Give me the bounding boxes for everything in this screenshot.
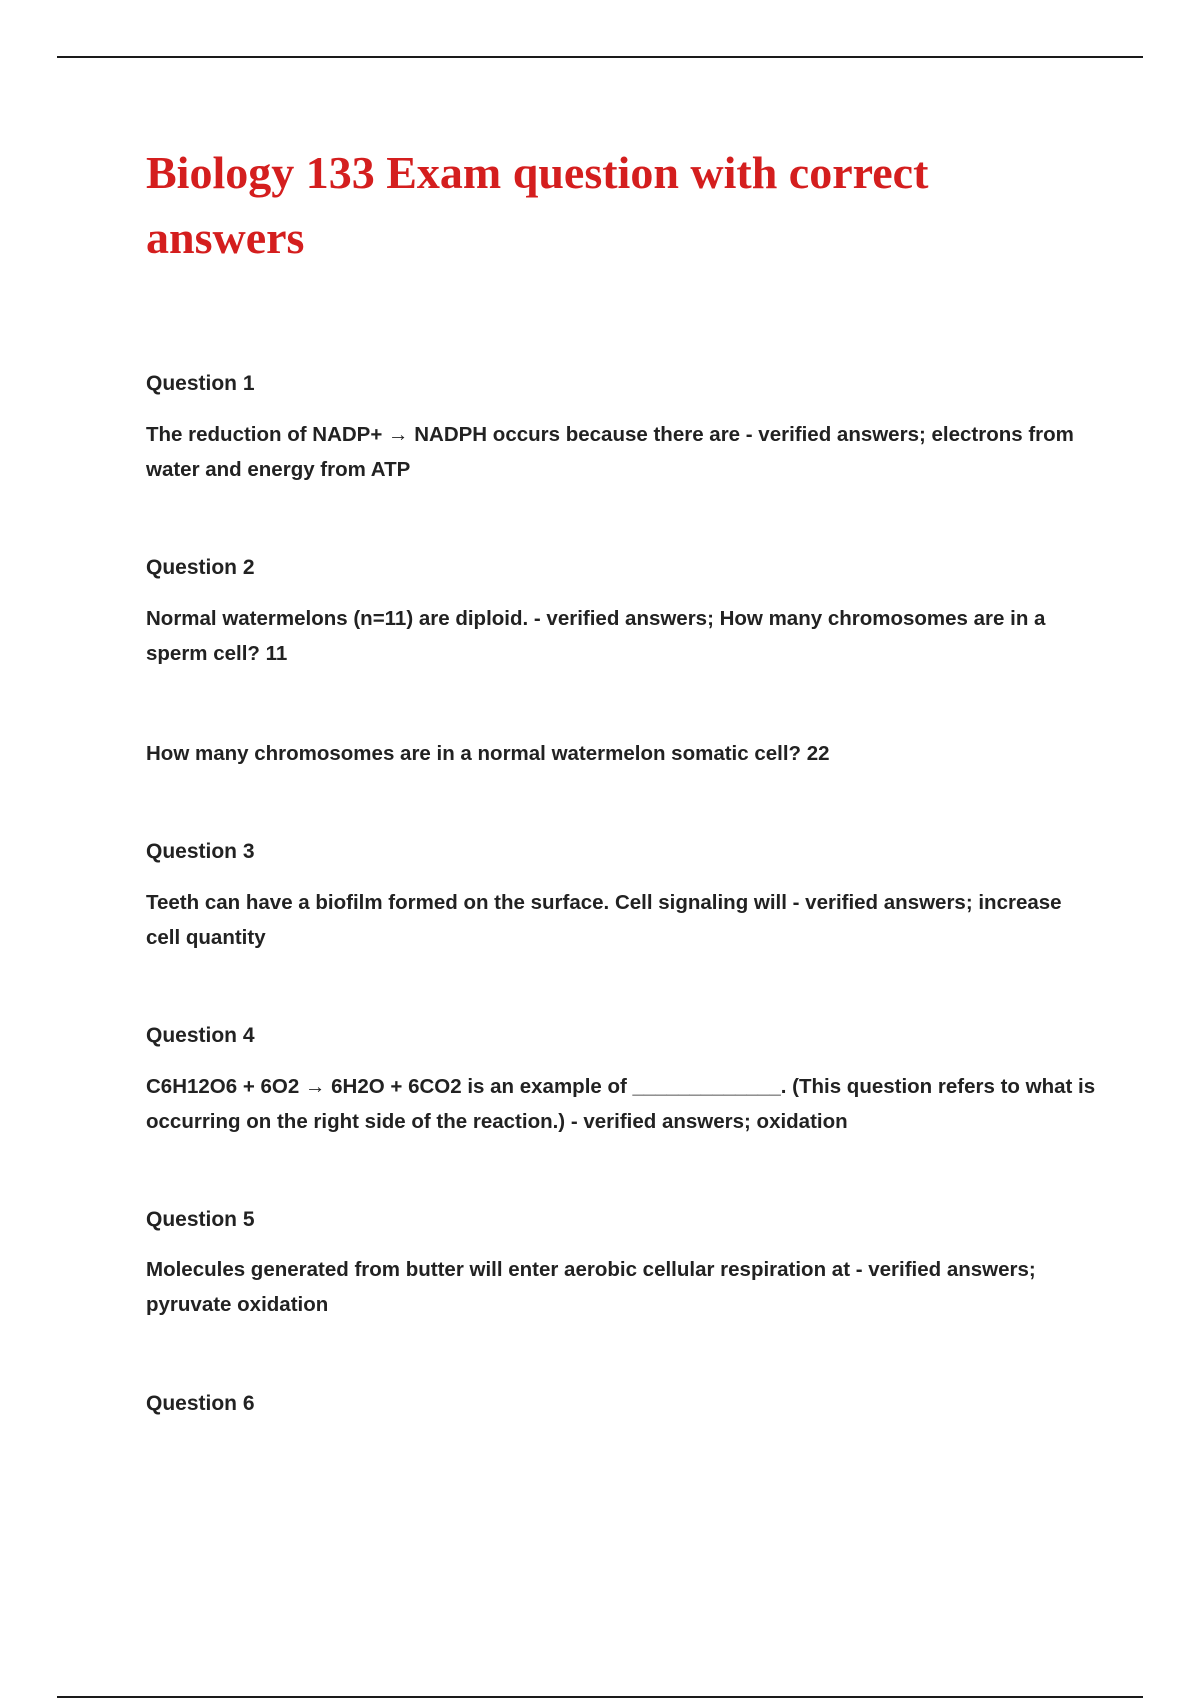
question-5-heading: Question 5 <box>146 1208 255 1231</box>
question-4-text: C6H12O6 + 6O2 → 6H2O + 6CO2 is an example of _____________. (This question refers to what is occurring on the right side of the reaction.) - verified answers; oxidation <box>146 1075 1096 1133</box>
question-3-heading: Question 3 <box>146 840 255 863</box>
question-1-text: The reduction of NADP+ → NADPH occurs because there are - verified answers; electrons from water and energy from ATP <box>146 423 1074 481</box>
footer-rule <box>57 1696 1143 1698</box>
question-6-heading: Question 6 <box>146 1392 255 1415</box>
question-5-text: Molecules generated from butter will enter aerobic cellular respiration at - verified answers; pyruvate oxidation <box>146 1258 1036 1316</box>
header-rule <box>57 56 1143 58</box>
question-4-heading: Question 4 <box>146 1024 255 1047</box>
question-3-text: Teeth can have a biofilm formed on the surface. Cell signaling will - verified answers; increase cell quantity <box>146 891 1062 949</box>
question-2-heading: Question 2 <box>146 556 255 579</box>
question-2-followup-text: How many chromosomes are in a normal watermelon somatic cell? 22 <box>146 742 830 765</box>
question-2-text: Normal watermelons (n=11) are diploid. - verified answers; How many chromosomes are in a sperm cell? 11 <box>146 607 1046 665</box>
document-title: Biology 133 Exam question with correct answers <box>146 147 929 263</box>
question-1-heading: Question 1 <box>146 372 255 395</box>
